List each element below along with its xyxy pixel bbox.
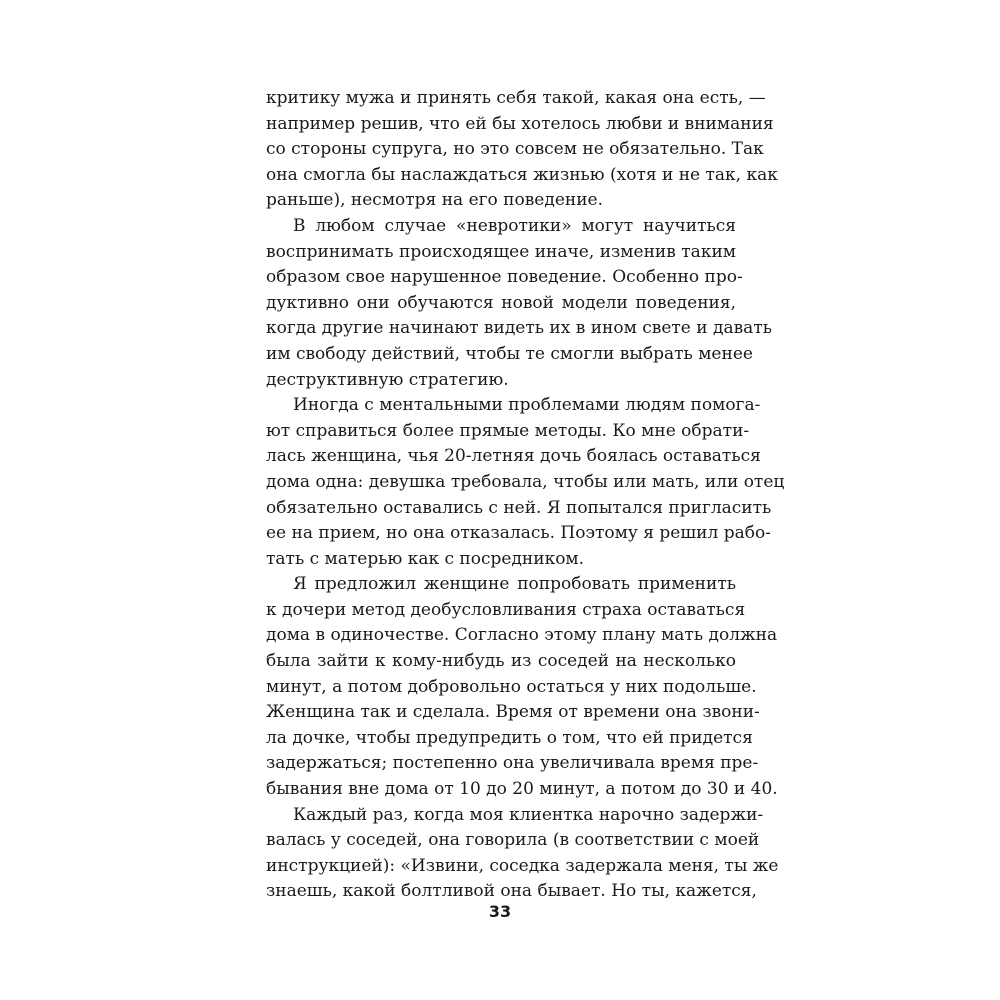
text-line: воспринимать происходящее иначе, изменив таким [266, 241, 736, 262]
text-line: ла дочке, чтобы предупредить о том, что ей придется [266, 727, 753, 748]
text-line: обязательно оставались с ней. Я попытался пригласить [266, 497, 772, 518]
text-line: Я предложил женщине попробовать применить [293, 574, 736, 595]
text-line: дома в одиночестве. Согласно этому плану мать должна [266, 625, 778, 646]
body-text [266, 86, 785, 905]
text-line: ее на прием, но она отказалась. Поэтому я решил рабо- [266, 523, 771, 544]
text-line: критику мужа и принять себя такой, какая она есть, — [266, 88, 766, 108]
text-line: деструктивную стратегию. [266, 369, 509, 390]
text-line: тать с матерью как с посредником. [266, 548, 585, 569]
text-line: раньше), несмотря на его поведение. [266, 190, 604, 211]
text-line: например решив, что ей бы хотелось любви и внимания [266, 113, 774, 134]
text-line: минут, а потом добровольно остаться у них подольше. [266, 676, 757, 697]
text-line: дома одна: девушка требовала, чтобы или мать, или отец [266, 471, 785, 492]
text-line: когда другие начинают видеть их в ином свете и давать [266, 318, 772, 339]
text-line: Женщина так и сделала. Время от времени она звони- [266, 702, 760, 723]
text-line: со стороны супруга, но это совсем не обязательно. Так [266, 139, 764, 160]
text-line: валась у соседей, она говорила (в соответствии с моей [266, 830, 760, 851]
text-line: бывания вне дома от 10 до 20 минут, а потом до 30 и 40. [266, 779, 778, 800]
text-line: дуктивно они обучаются новой модели поведения, [266, 292, 736, 313]
text-line: она смогла бы наслаждаться жизнью (хотя и не так, как [266, 164, 778, 185]
text-line: Иногда с ментальными проблемами людям помога- [293, 395, 761, 416]
text-line: инструкцией): «Извини, соседка задержала меня, ты же [266, 855, 779, 876]
text-line: задержаться; постепенно она увеличивала время пре- [266, 753, 759, 774]
text-line: ют справиться более прямые методы. Ко мне обрати- [266, 420, 750, 441]
page-number: 33 [488, 902, 512, 921]
text-line: им свободу действий, чтобы те смогли выбрать менее [266, 343, 753, 364]
text-line: лась женщина, чья 20-летняя дочь боялась оставаться [266, 446, 761, 467]
text-line: к дочери метод деобусловливания страха оставаться [266, 599, 746, 620]
text-line: В любом случае «невротики» могут научиться [293, 215, 736, 236]
text-line: была зайти к кому-нибудь из соседей на несколько [266, 651, 736, 672]
text-line: образом свое нарушенное поведение. Особенно про- [266, 267, 743, 288]
text-line: Каждый раз, когда моя клиентка нарочно задержи- [293, 804, 764, 825]
text-line: знаешь, какой болтливой она бывает. Но ты, кажется, [266, 881, 757, 902]
